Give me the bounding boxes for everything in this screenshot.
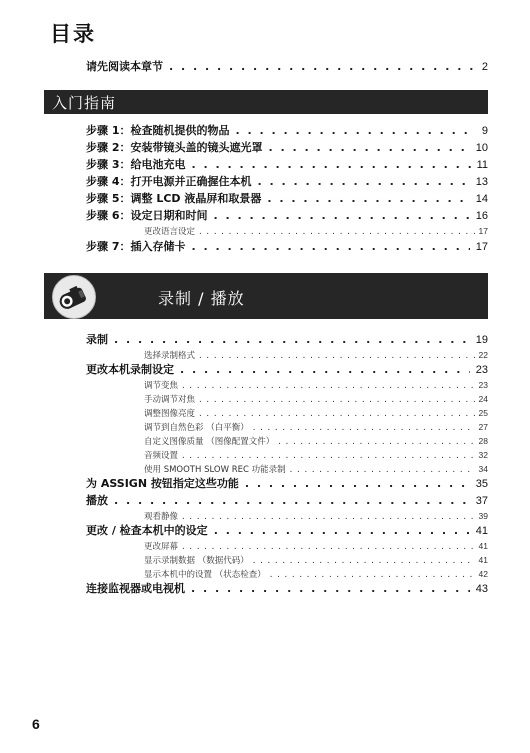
page-title: 目录 [50,22,96,46]
toc-entry-label: 步骤 5：调整 LCD 液晶屏和取景器 [86,192,262,205]
toc-entry[interactable] [86,240,488,254]
toc-entry[interactable] [86,363,488,377]
toc-page-number: 2 [481,61,488,73]
toc-entry-label: 显示本机中的设置 （状态检查） [144,570,266,580]
toc-subentry[interactable] [144,406,488,421]
toc-subentry[interactable] [144,224,488,239]
page-number: 6 [32,716,40,732]
toc-entry-label: 步骤 4：打开电源并正确握住本机 [86,175,252,188]
toc-page-number: 9 [481,125,488,137]
toc-entry-label: 步骤 3：给电池充电 [86,158,186,171]
toc-entry-label: 调整图像亮度 [144,409,196,419]
toc-subentry[interactable] [144,553,488,568]
toc-entry-label: 连接监视器或电视机 [86,582,185,595]
toc-subentry[interactable] [144,434,488,449]
dot-leader [199,393,475,407]
toc-entry[interactable] [86,494,488,508]
dot-leader [182,510,475,524]
toc-page-number: 24 [478,394,488,404]
toc-page-number: 32 [478,450,488,460]
toc-entry-label: 步骤 2：安装带镜头盖的镜头遮光罩 [86,141,263,154]
dot-leader [182,379,475,393]
toc-entry-label: 更改屏幕 [144,542,179,552]
toc-subentry[interactable] [144,420,488,435]
toc-page-number: 17 [478,226,488,236]
dot-leader [278,435,474,449]
dot-leader [257,175,469,189]
dot-leader [114,333,470,347]
toc-page-number: 41 [475,525,488,537]
toc-page-number: 13 [475,176,488,188]
dot-leader [182,540,475,554]
toc-entry[interactable] [86,141,488,155]
dot-leader [245,477,470,491]
dot-leader [235,124,475,138]
dot-leader [199,349,475,363]
section-title: 入门指南 [52,94,117,112]
toc-entry[interactable] [86,124,488,138]
toc-page-number: 16 [475,210,488,222]
dot-leader [169,60,476,74]
toc-page-number: 42 [478,569,488,579]
toc-entry-label: 选择录制格式 [144,351,196,361]
toc-page-number: 28 [478,436,488,446]
toc-subentry[interactable] [144,392,488,407]
toc-page-number: 37 [475,495,488,507]
toc-subentry[interactable] [144,462,488,477]
toc-page-number: 14 [475,193,488,205]
toc-page-number: 22 [478,350,488,360]
toc-entry[interactable] [86,209,488,223]
toc-entry-label: 手动调节对焦 [144,395,196,405]
dot-leader [199,225,475,239]
toc-subentry[interactable] [144,509,488,524]
toc-page-number: 10 [475,142,488,154]
toc-entry-label: 步骤 6：设定日期和时间 [86,209,208,222]
toc-page-number: 41 [478,541,488,551]
toc-entry-label: 录制 [86,333,108,346]
dot-leader [290,463,475,477]
dot-leader [199,407,475,421]
toc-entry-label: 为 ASSIGN 按钮指定这些功能 [86,477,239,490]
dot-leader [267,192,469,206]
toc-entry[interactable] [86,158,488,172]
toc-entry[interactable] [86,477,488,491]
dot-leader [253,554,475,568]
toc-page-number: 41 [478,555,488,565]
toc-subentry[interactable] [144,567,488,582]
toc-subentry[interactable] [144,448,488,463]
camcorder-icon-badge [52,275,96,319]
toc-entry[interactable] [86,175,488,189]
toc-entry-label: 步骤 7：插入存储卡 [86,240,186,253]
dot-leader [270,568,475,582]
toc-entry-label: 更改本机录制设定 [86,363,174,376]
section-title: 录制 / 播放 [158,289,245,308]
toc-page-number: 27 [478,422,488,432]
toc-entry[interactable] [86,333,488,347]
toc-page-number: 23 [475,364,488,376]
dot-leader [191,582,470,596]
toc-entry-label: 调节到自然色彩 （白平衡） [144,423,249,433]
toc-entry-label: 音频设置 [144,451,179,461]
dot-leader [268,141,469,155]
dot-leader [180,363,470,377]
toc-entry-label: 更改语言设定 [144,227,196,237]
toc-page-number: 23 [478,380,488,390]
toc-entry-label: 调节变焦 [144,381,179,391]
dot-leader [191,240,469,254]
dot-leader [114,494,470,508]
toc-entry-label: 自定义图像质量 （图像配置文件） [144,437,275,447]
toc-entry[interactable] [86,582,488,596]
toc-entry-read-first[interactable] [86,60,488,74]
toc-subentry[interactable] [144,539,488,554]
toc-entry[interactable] [86,192,488,206]
toc-entry-label: 请先阅读本章节 [86,60,163,73]
toc-entry-label: 步骤 1：检查随机提供的物品 [86,124,230,137]
toc-page-number: 17 [475,241,488,253]
toc-entry-label: 播放 [86,494,108,507]
toc-entry[interactable] [86,524,488,538]
toc-page-number: 34 [478,464,488,474]
dot-leader [213,209,469,223]
toc-page-number: 25 [478,408,488,418]
toc-page-number: 19 [475,334,488,346]
toc-page-number: 11 [476,159,488,171]
dot-leader [253,421,475,435]
dot-leader [191,158,470,172]
toc-page-number: 43 [475,583,488,595]
dot-leader [182,449,475,463]
toc-entry-label: 观看静像 [144,512,179,522]
toc-page-number: 35 [475,478,488,490]
camcorder-icon [53,276,95,318]
section-header-getting-started [44,90,488,114]
toc-entry-label: 显示录制数据 （数据代码） [144,556,249,566]
toc-subentry[interactable] [144,348,488,363]
toc-page-number: 39 [478,511,488,521]
toc-subentry[interactable] [144,378,488,393]
dot-leader [214,524,470,538]
toc-entry-label: 使用 SMOOTH SLOW REC 功能录制 [144,465,286,475]
toc-entry-label: 更改 / 检查本机中的设定 [86,524,208,537]
section-header-recording-playback [44,273,488,319]
